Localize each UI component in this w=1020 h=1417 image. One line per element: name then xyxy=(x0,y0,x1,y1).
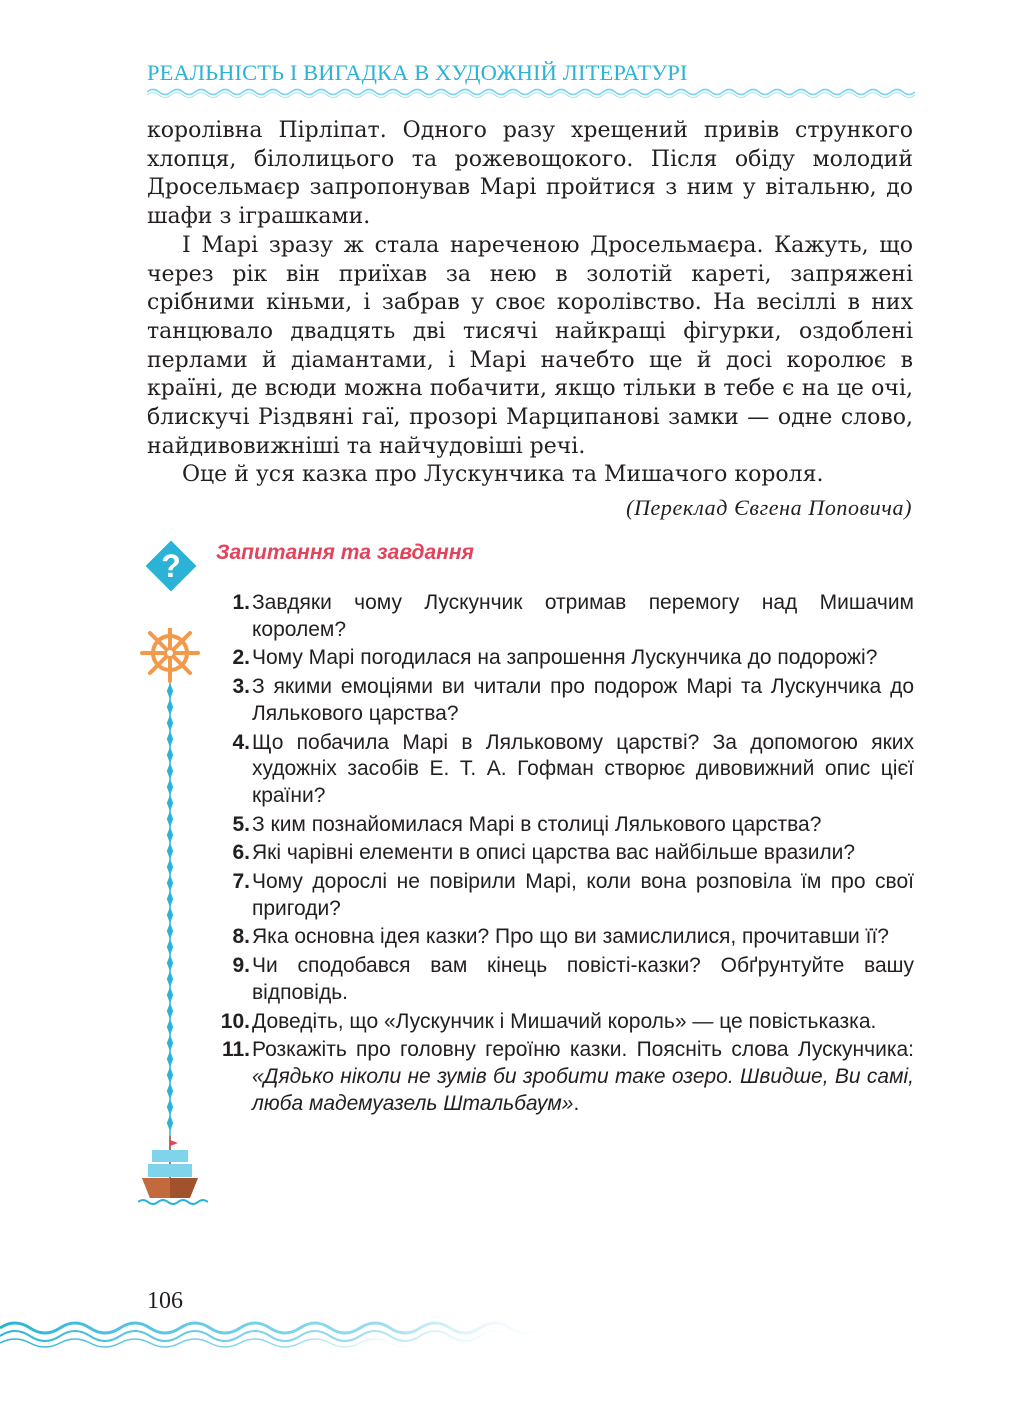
question-item xyxy=(202,590,914,643)
story-paragraph: Оце й уся казка про Лускунчика та Мишачого короля. xyxy=(182,462,824,488)
question-number: 7. xyxy=(232,870,250,894)
question-item xyxy=(202,840,914,867)
translation-credit: (Переклад Євгена Поповича) xyxy=(626,495,912,520)
question-quote: «Дядько ніколи не зумів би зробити таке озеро. Швидше, Ви самі, люба мадемуазель Штальбаум» xyxy=(252,1064,914,1115)
question-item xyxy=(202,674,914,727)
question-text xyxy=(252,1037,914,1117)
question-item xyxy=(202,953,914,1006)
decorative-rope xyxy=(138,628,208,1213)
question-text: Завдяки чому Лускунчик отримав перемогу над Мишачим королем? xyxy=(252,591,914,641)
question-item xyxy=(202,1037,914,1117)
question-number: 10. xyxy=(220,1009,250,1033)
question-lead: Розкажіть про головну героїню казки. Поясніть слова Лускунчика: xyxy=(252,1038,914,1062)
page-number: 106 xyxy=(147,1288,183,1314)
question-number: 2. xyxy=(232,646,250,670)
question-number: 8. xyxy=(232,925,250,949)
running-header: РЕАЛЬНІСТЬ І ВИГАДКА В ХУДОЖНІЙ ЛІТЕРАТУРІ xyxy=(147,60,688,85)
question-text: Доведіть, що «Лускунчик і Мишачий король» — це повістьказка. xyxy=(252,1009,877,1033)
questions-list xyxy=(202,590,914,1119)
bottom-wave-decoration xyxy=(0,1310,540,1350)
question-item xyxy=(202,645,914,672)
question-number: 9. xyxy=(232,954,250,978)
question-item xyxy=(202,1009,914,1036)
question-item xyxy=(202,869,914,922)
question-text: Чи сподобався вам кінець повісті-казки? Обґрунтуйте вашу відповідь. xyxy=(252,954,914,1004)
question-number: 4. xyxy=(232,730,250,754)
question-text: Чому Марі погодилася на запрошення Лускунчика до подорожі? xyxy=(252,646,878,670)
story-text xyxy=(147,117,913,490)
question-number: 6. xyxy=(232,841,250,865)
question-item xyxy=(202,730,914,810)
question-diamond-icon xyxy=(145,540,197,592)
story-paragraph: королівна Пірліпат. Одного разу хрещений привів стрункого хлопця, білолицього та рожевощокого. Після обіду молодий Дросельмаєр запропонував Марі пройтися з ним у вітальню, до шафи з іграшками. xyxy=(147,118,913,230)
question-number: 1. xyxy=(232,591,250,614)
question-item xyxy=(202,812,914,839)
story-paragraph: І Марі зразу ж стала нареченою Дросельмаєра. Кажуть, що через рік він приїхав за нею в золотій кареті, запряжені срібними кіньми, і забрав у своє королівство. На весіллі в них танцювало двадцять дві тисячі найкращі фігурки, оздоблені перлами й діамантами, і Марі начебто ще й досі королює в країні, де всюди можна побачити, якщо тільки в тебе є на це очі, блискучі Різдвяні гаї, прозорі Марципанові замки — одне слово, найдивовижніші та найчудовіші речі. xyxy=(147,232,913,459)
question-text: Які чарівні елементи в описі царства вас найбільше вразили? xyxy=(252,841,856,865)
question-text: Що побачила Марі в Ляльковому царстві? За допомогою яких художніх засобів Е. Т. А. Гофман створює дивовижний опис цієї країни? xyxy=(252,730,914,807)
svg-text:?: ? xyxy=(161,548,181,584)
ship-wheel-icon xyxy=(142,628,198,681)
header-wave-divider xyxy=(147,86,915,98)
question-number: 3. xyxy=(232,675,250,699)
question-number: 11. xyxy=(221,1038,250,1062)
question-end: . xyxy=(573,1091,580,1115)
question-text: З якими емоціями ви читали про подорож Марі та Лускунчика до Лялькового царства? xyxy=(252,675,914,725)
sailboat-icon xyxy=(138,1136,208,1204)
question-item xyxy=(202,924,914,951)
section-title: Запитання та завдання xyxy=(216,541,474,564)
question-text: З ким познайомилася Марі в столиці Лялькового царства? xyxy=(252,812,822,836)
question-text: Яка основна ідея казки? Про що ви замислилися, прочитавши її? xyxy=(252,925,889,949)
question-text: Чому дорослі не повірили Марі, коли вона розповіла їм про свої пригоди? xyxy=(252,870,914,920)
question-number: 5. xyxy=(232,812,250,836)
